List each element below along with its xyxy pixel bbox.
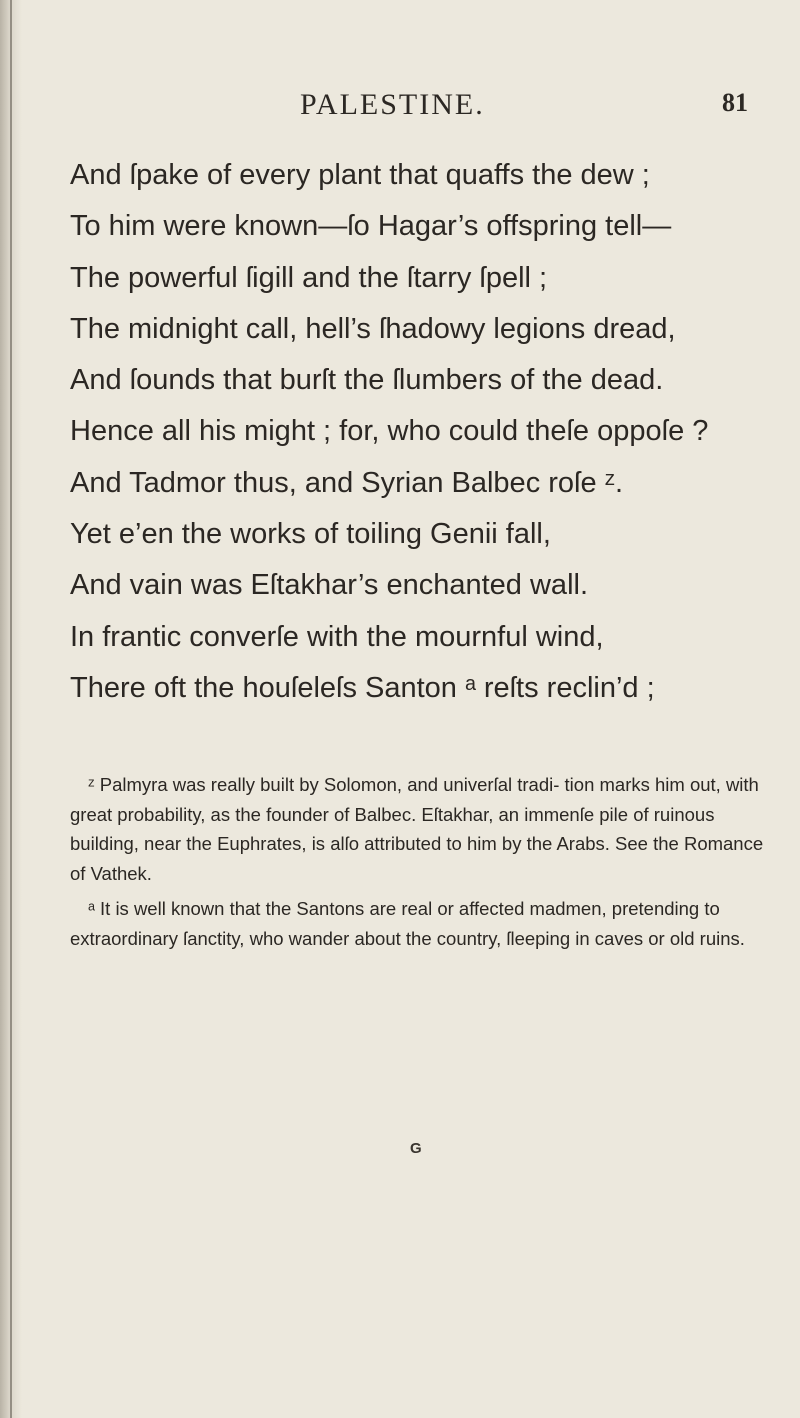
verse-line: And Tadmor thus, and Syrian Balbec roſe ᶻ. <box>70 466 624 499</box>
footnote-a: ᵃ It is well known that the Santons are real or affected madmen, pretending to extraordinary ſanctity, who wander about the country, ſleeping in caves or old ruins. <box>70 898 745 949</box>
verse-line: And vain was Eſtakhar’s enchanted wall. <box>70 569 589 602</box>
signature-mark: G <box>410 1140 422 1157</box>
footnotes <box>70 770 778 959</box>
verse-line: Yet e’en the works of toiling Genii fall, <box>70 518 551 551</box>
running-head <box>0 88 800 128</box>
verse-line: The powerful ſigill and the ſtarry ſpell ; <box>70 261 548 294</box>
verse-line: Hence all his might ; for, who could theſe oppoſe ? <box>70 415 709 448</box>
running-title: PALESTINE. <box>300 88 485 121</box>
page-number: 81 <box>722 88 748 117</box>
verse-stanza <box>70 150 770 714</box>
verse-line: To him were known—ſo Hagar’s offspring tell— <box>70 210 672 243</box>
verse-line: And ſounds that burſt the ſlumbers of the dead. <box>70 364 664 397</box>
verse-line: And ſpake of every plant that quaffs the dew ; <box>70 159 650 191</box>
verse-line: In frantic converſe with the mournful wind, <box>70 620 604 653</box>
footnote-z: ᶻ Palmyra was really built by Solomon, and univerſal tradi- tion marks him out, with great probability, as the founder of Balbec. Eſtakhar, an immenſe pile of ruinous building, near the Euphrates, is alſo attributed to him by the Arabs. See the Romance of Vathek. <box>70 774 764 884</box>
verse-line: There oft the houſeleſs Santon ᵃ reſts reclin’d ; <box>70 671 655 704</box>
verse-line: The midnight call, hell’s ſhadowy legions dread, <box>70 312 676 345</box>
